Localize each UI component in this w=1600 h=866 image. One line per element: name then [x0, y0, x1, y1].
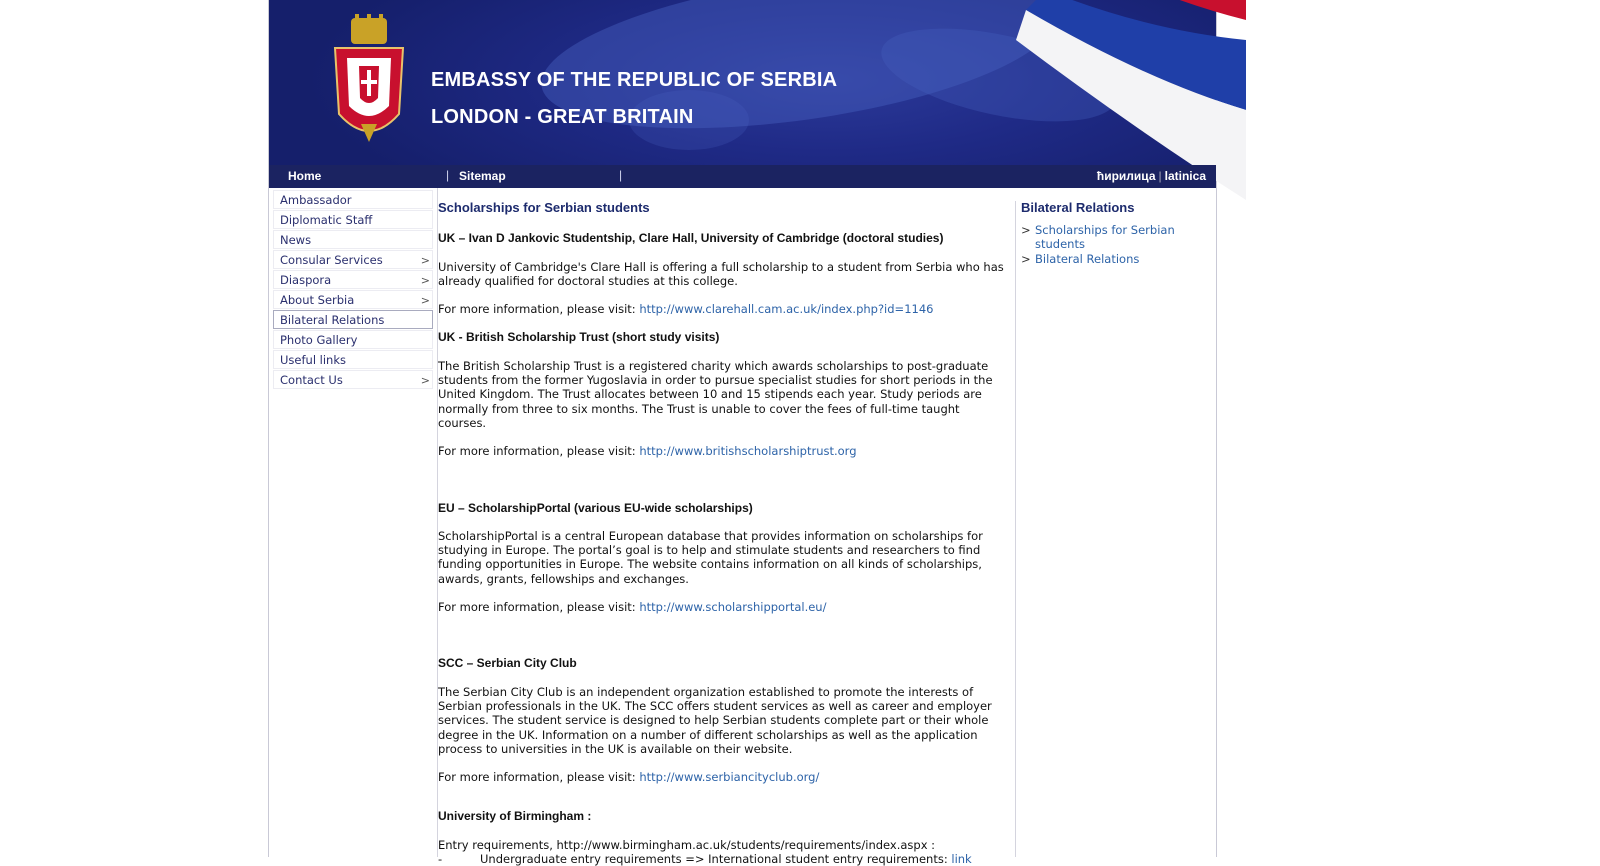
menu-item-label: About Serbia — [280, 293, 355, 307]
lang-latin-link[interactable]: latinica — [1164, 169, 1206, 183]
menu-item-bilateral-relations[interactable] — [273, 310, 433, 329]
menu-item-ambassador[interactable] — [273, 190, 433, 209]
spacer — [438, 473, 1008, 501]
info-prefix: For more information, please visit: — [438, 444, 640, 459]
menu-item-label: Consular Services — [280, 253, 383, 267]
section-heading: University of Birmingham : — [438, 809, 592, 824]
nav-separator: | — [446, 168, 450, 182]
sidebar-title: Bilateral Relations — [1021, 200, 1135, 215]
nav-sitemap-link[interactable]: Sitemap — [459, 169, 506, 183]
page — [268, 0, 1217, 866]
right-sidebar — [1021, 201, 1211, 267]
menu-item-label: News — [280, 233, 312, 247]
info-line — [438, 302, 1008, 316]
sidebar-link-scholarships[interactable] — [1021, 223, 1211, 251]
info-line — [438, 600, 1008, 614]
header-banner — [269, 0, 1216, 165]
info-prefix: For more information, please visit: — [438, 600, 640, 615]
bullet-text: Undergraduate entry requirements => International student entry requirements: — [480, 852, 952, 866]
menu-item-about-serbia[interactable] — [273, 290, 433, 309]
bullet-item — [438, 852, 1008, 866]
lang-cyrillic-link[interactable]: ћирилица — [1096, 169, 1156, 183]
section-body: The British Scholarship Trust is a registered charity which awards scholarships to post-graduate students from the former Yugoslavia in order to pursue specialist studies for short periods in the United Kingdom. The Trust allocates between 10 and 15 stipends each year. Study periods are normally from three to six months. The Trust is unable to cover the fees of full-time taught courses. — [438, 358, 993, 430]
embassy-title-line1: EMBASSY OF THE REPUBLIC OF SERBIA — [431, 69, 838, 91]
info-line — [438, 770, 1008, 784]
chevron-right-icon: > — [1021, 252, 1031, 266]
submenu-arrow-icon: > — [420, 274, 430, 287]
clarehall-link[interactable]: http://www.clarehall.cam.ac.uk/index.php?id=1146 — [639, 302, 934, 317]
menu-item-label: Ambassador — [280, 193, 352, 207]
top-navigation — [269, 165, 1216, 188]
page-title: Scholarships for Serbian students — [438, 200, 650, 215]
spacer — [438, 628, 1008, 656]
menu-item-news[interactable] — [273, 230, 433, 249]
menu-item-label: Bilateral Relations — [280, 313, 385, 327]
menu-item-diaspora[interactable] — [273, 270, 433, 289]
menu-item-label: Diaspora — [280, 273, 332, 287]
submenu-arrow-icon: > — [420, 254, 430, 267]
section-body: University of Cambridge's Clare Hall is offering a full scholarship to a student from Serbia who has already qualified for doctoral studies at this college. — [438, 259, 1004, 288]
left-menu — [273, 190, 433, 390]
section-heading: SCC – Serbian City Club — [438, 656, 577, 671]
entry-requirements: Entry requirements, http://www.birmingham.ac.uk/students/requirements/index.aspx : — [438, 837, 936, 852]
menu-item-useful-links[interactable] — [273, 350, 433, 369]
chevron-right-icon: > — [1021, 223, 1031, 237]
menu-item-contact-us[interactable] — [273, 370, 433, 389]
submenu-arrow-icon: > — [420, 294, 430, 307]
section-heading: EU – ScholarshipPortal (various EU-wide scholarships) — [438, 500, 753, 515]
menu-item-diplomatic-staff[interactable] — [273, 210, 433, 229]
embassy-title — [431, 62, 837, 136]
language-switcher — [1097, 169, 1206, 183]
nav-home-link[interactable]: Home — [288, 169, 322, 183]
info-line — [438, 444, 1008, 458]
section-body: ScholarshipPortal is a central European database that provides information on scholarships for studying in Europe. The portal’s goal is to help and stimulate students and researchers to find funding opportunities in Europe. The website contains information on all kinds of scholarships, awards, grants, fellowships and exchanges. — [438, 528, 983, 586]
submenu-arrow-icon: > — [420, 374, 430, 387]
british-scholarship-trust-link[interactable]: http://www.britishscholarshiptrust.org — [639, 444, 857, 459]
section-heading: UK – Ivan D Jankovic Studentship, Clare Hall, University of Cambridge (doctoral studies) — [438, 231, 944, 246]
coat-of-arms-logo — [333, 14, 405, 148]
requirements-link[interactable]: link — [951, 852, 972, 866]
bullet-mark: - — [438, 852, 443, 866]
menu-item-photo-gallery[interactable] — [273, 330, 433, 349]
menu-item-label: Diplomatic Staff — [280, 213, 373, 227]
serbiancityclub-link[interactable]: http://www.serbiancityclub.org/ — [639, 770, 820, 785]
section-heading: UK - British Scholarship Trust (short study visits) — [438, 330, 720, 345]
sidebar-link-bilateral-relations[interactable] — [1021, 252, 1211, 266]
main-content — [438, 201, 1008, 866]
section-body: The Serbian City Club is an independent organization established to promote the interests of Serbian professionals in the UK. The SCC offers student services as well as career and employer services. The student service is designed to help Serbian students complete part or their whole degree in the UK. Information on a number of different scholarships as well as the application process to universities in the UK is available on their website. — [438, 684, 992, 756]
nav-separator: | — [619, 168, 623, 182]
sidebar-link-label: Scholarships for Serbian students — [1035, 223, 1175, 251]
info-prefix: For more information, please visit: — [438, 770, 640, 785]
menu-item-label: Contact Us — [280, 373, 343, 387]
column-divider — [1015, 201, 1016, 857]
info-prefix: For more information, please visit: — [438, 302, 640, 317]
menu-item-consular-services[interactable] — [273, 250, 433, 269]
menu-item-label: Photo Gallery — [280, 333, 358, 347]
scholarshipportal-link[interactable]: http://www.scholarshipportal.eu/ — [639, 600, 827, 615]
menu-item-label: Useful links — [280, 353, 347, 367]
lang-separator: | — [1158, 169, 1162, 183]
sidebar-link-label: Bilateral Relations — [1035, 252, 1140, 266]
embassy-title-line2: LONDON - GREAT BRITAIN — [431, 106, 694, 128]
